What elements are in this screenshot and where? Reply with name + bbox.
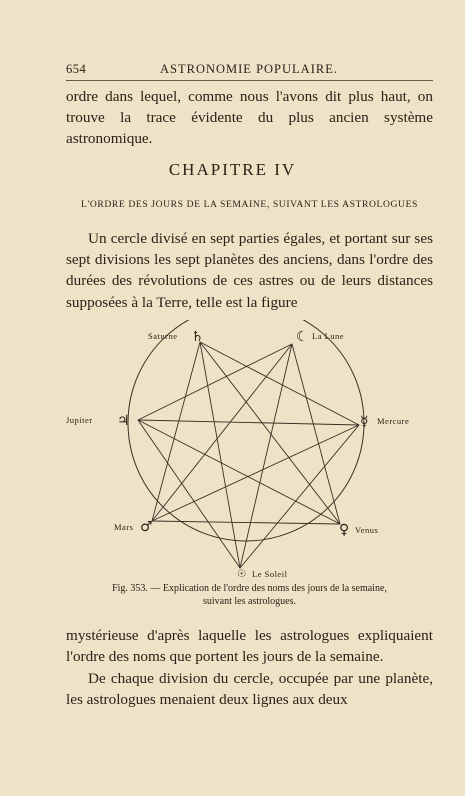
chapter-title: CHAPITRE IV [168, 160, 297, 179]
outer-circle [128, 320, 364, 541]
running-title: ASTRONOMIE POPULAIRE. [160, 62, 338, 76]
header-rule [66, 80, 433, 81]
chapter-subtitle: L'ORDRE DES JOURS DE LA SEMAINE, SUIVANT LES ASTROLOGUES [81, 199, 418, 210]
paragraph-figure-intro: Un cercle divisé en sept parties égales, et portant sur ses sept divisions les sept planètes des anciens, dans l'ordre des durées des révolutions de ces astres ou de leurs distances supposées à la Terre, telle est la figure [66, 230, 433, 311]
heptagram-star [138, 342, 359, 568]
label-venus: Venus [355, 525, 379, 535]
label-lune: La Lune [312, 331, 345, 341]
paragraph-intro: ordre dans lequel, comme nous l'avons dit plus haut, on trouve la trace évidente du plus ancien système astronomique. [66, 88, 433, 148]
jupiter-icon: ♃ [117, 413, 130, 429]
paragraph-mysterious: mystérieuse d'après laquelle les astrologues expliquaient l'ordre des noms que portent les jours de la semaine. [66, 627, 433, 666]
label-soleil: Le Soleil [252, 569, 288, 579]
caption-line-2: suivant les astrologues. [202, 596, 297, 607]
venus-icon: ♀ [339, 522, 350, 538]
heptagram-star-2 [138, 342, 359, 568]
label-mars: Mars [114, 522, 134, 532]
mercury-icon: ☿ [360, 414, 369, 430]
caption-line-1: Fig. 353. — Explication de l'ordre des noms des jours de la semaine, [112, 583, 387, 594]
label-mercure: Mercure [377, 416, 410, 426]
label-saturne: Saturne [148, 331, 178, 341]
sun-icon: ☉ [237, 569, 246, 580]
mars-icon: ♂ [140, 519, 153, 535]
heptagram-figure [0, 320, 465, 582]
label-jupiter: Jupiter [66, 415, 93, 425]
page-number: 654 [66, 62, 87, 76]
paragraph-division: De chaque division du cercle, occupée par une planète, les astrologues menaient deux lignes aux deux [66, 670, 433, 709]
saturne-icon: ♄ [191, 329, 204, 345]
figure-caption [66, 582, 433, 608]
moon-icon: ☾ [296, 329, 309, 345]
